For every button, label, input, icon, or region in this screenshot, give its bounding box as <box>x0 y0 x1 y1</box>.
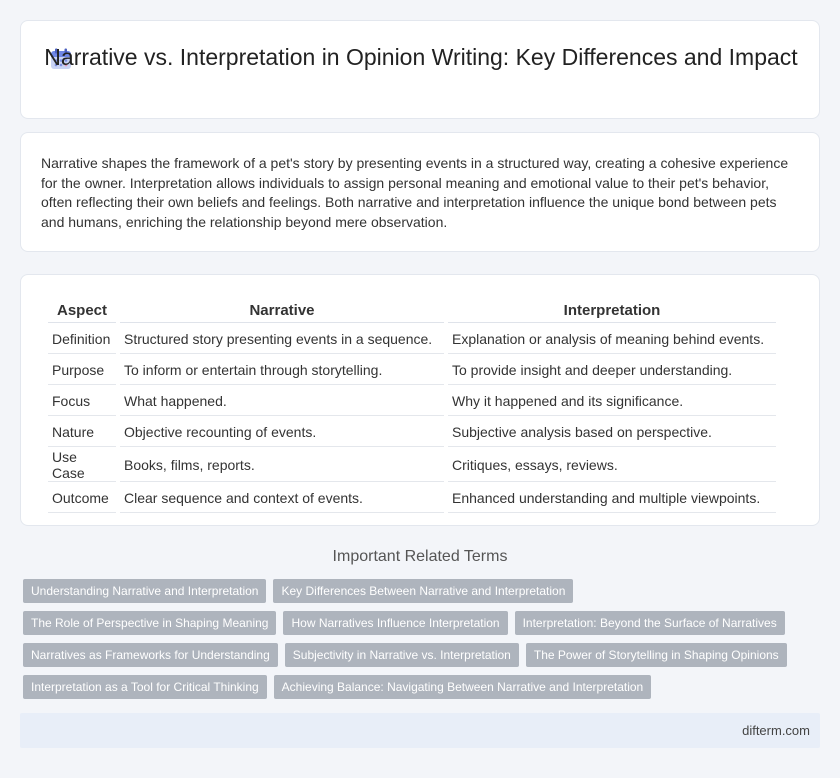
cell-interpretation: Enhanced understanding and multiple viewpoints. <box>448 484 776 513</box>
footer-site-link[interactable]: difterm.com <box>742 723 810 738</box>
comparison-table <box>44 296 780 515</box>
intro-paragraph: Narrative shapes the framework of a pet's story by presenting events in a structured way, creating a cohesive experience for the owner. Interpretation allows individuals to assign personal meaning and emotional value to their pet's behavior, often reflecting their own beliefs and feelings. Both narrative and interpretation influence the unique bond between pets and humans, enriching the relationship beyond mere observation. <box>41 155 789 230</box>
cell-narrative: Books, films, reports. <box>120 449 444 482</box>
table-header-row <box>48 298 776 323</box>
table-row <box>48 484 776 513</box>
related-term-link[interactable]: Interpretation: Beyond the Surface of Narratives <box>515 611 785 635</box>
header-aspect: Aspect <box>48 298 116 323</box>
cell-aspect: Use Case <box>48 449 116 482</box>
table-row <box>48 325 776 354</box>
cell-narrative: Structured story presenting events in a sequence. <box>120 325 444 354</box>
related-terms-heading: Important Related Terms <box>332 548 508 565</box>
cell-narrative: Clear sequence and context of events. <box>120 484 444 513</box>
tag-row <box>23 579 823 603</box>
table-row <box>48 356 776 385</box>
tag-row <box>23 611 823 635</box>
related-term-link[interactable]: Narratives as Frameworks for Understanding <box>23 643 278 667</box>
cell-interpretation: Critiques, essays, reviews. <box>448 449 776 482</box>
related-term-link[interactable]: Subjectivity in Narrative vs. Interpretation <box>285 643 519 667</box>
cell-interpretation: Why it happened and its significance. <box>448 387 776 416</box>
header-narrative: Narrative <box>120 298 444 323</box>
table-row <box>48 449 776 482</box>
related-term-link[interactable]: Interpretation as a Tool for Critical Thinking <box>23 675 267 699</box>
table-row <box>48 418 776 447</box>
table-row <box>48 387 776 416</box>
related-term-link[interactable]: Achieving Balance: Navigating Between Narrative and Interpretation <box>274 675 652 699</box>
related-terms-list <box>23 579 823 707</box>
cell-aspect: Outcome <box>48 484 116 513</box>
page-title: Narrative vs. Interpretation in Opinion Writing: Key Differences and Impact <box>44 44 798 70</box>
cell-interpretation: To provide insight and deeper understanding. <box>448 356 776 385</box>
related-term-link[interactable]: Key Differences Between Narrative and Interpretation <box>273 579 573 603</box>
tag-row <box>23 675 823 699</box>
cell-interpretation: Subjective analysis based on perspective. <box>448 418 776 447</box>
comparison-table-card <box>20 274 820 526</box>
related-term-link[interactable]: How Narratives Influence Interpretation <box>283 611 507 635</box>
cell-aspect: Purpose <box>48 356 116 385</box>
cell-narrative: To inform or entertain through storytelling. <box>120 356 444 385</box>
cell-interpretation: Explanation or analysis of meaning behind events. <box>448 325 776 354</box>
cell-aspect: Focus <box>48 387 116 416</box>
cell-aspect: Nature <box>48 418 116 447</box>
tag-row <box>23 643 823 667</box>
cell-narrative: Objective recounting of events. <box>120 418 444 447</box>
header-card <box>20 20 820 119</box>
cell-aspect: Definition <box>48 325 116 354</box>
cell-narrative: What happened. <box>120 387 444 416</box>
related-term-link[interactable]: Understanding Narrative and Interpretation <box>23 579 266 603</box>
intro-card <box>20 132 820 252</box>
footer <box>20 713 820 748</box>
related-term-link[interactable]: The Role of Perspective in Shaping Meaning <box>23 611 276 635</box>
related-term-link[interactable]: The Power of Storytelling in Shaping Opinions <box>526 643 787 667</box>
header-interpretation: Interpretation <box>448 298 776 323</box>
